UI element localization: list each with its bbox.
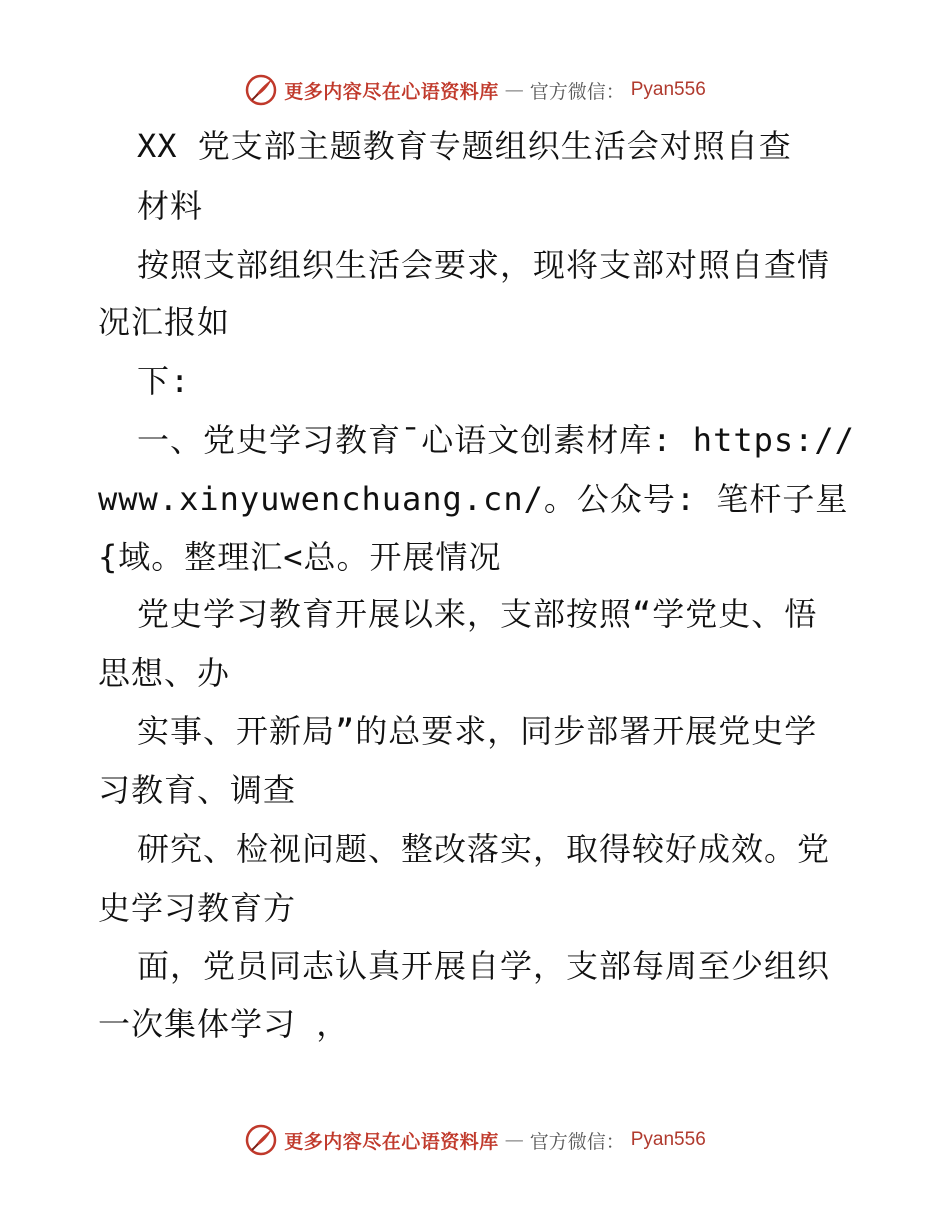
- header-watermark-banner: [0, 70, 950, 110]
- banner-text: 更多内容尽在心语资料库: [284, 80, 499, 103]
- paragraph-line: 实事、开新局”的总要求，同步部署开展党史学: [137, 712, 818, 750]
- footer-watermark-banner: [0, 1120, 950, 1160]
- banner-wechat-id: Pyan556: [630, 79, 706, 100]
- document-title-line-2: 材料: [137, 187, 204, 225]
- paragraph-line: 况汇报如: [98, 303, 231, 341]
- banner-wechat-label: 官方微信：: [529, 80, 625, 103]
- banner-separator: —: [504, 1129, 524, 1151]
- paragraph-line: 党史学习教育开展以来，支部按照“学党史、悟: [137, 595, 818, 633]
- paragraph-line: www.xinyuwenchuang.cn/。公众号: 笔杆子星: [98, 480, 849, 518]
- section-heading-line: 一、党史学习教育¯心语文创素材库: https://: [137, 421, 855, 459]
- feather-logo-icon: [244, 73, 278, 107]
- paragraph-line: {域。整理汇<总。开展情况: [98, 538, 502, 576]
- paragraph-line: 思想、办: [98, 654, 231, 692]
- document-title-line-1: XX 党支部主题教育专题组织生活会对照自查: [137, 127, 792, 165]
- paragraph-line: 研究、检视问题、整改落实，取得较好成效。党: [137, 830, 831, 868]
- feather-logo-icon: [244, 1123, 278, 1157]
- paragraph-line: 面，党员同志认真开展自学，支部每周至少组织: [137, 947, 831, 985]
- paragraph-line: 史学习教育方: [98, 889, 297, 927]
- banner-wechat-label: 官方微信：: [529, 1130, 625, 1153]
- paragraph-line: 下:: [137, 362, 191, 400]
- banner-separator: —: [504, 79, 524, 101]
- paragraph-line: 按照支部组织生活会要求，现将支部对照自查情: [137, 246, 831, 284]
- banner-wechat-id: Pyan556: [630, 1129, 706, 1150]
- paragraph-line: 一次集体学习 ，: [98, 1005, 350, 1043]
- paragraph-line: 习教育、调查: [98, 771, 297, 809]
- banner-text: 更多内容尽在心语资料库: [284, 1130, 499, 1153]
